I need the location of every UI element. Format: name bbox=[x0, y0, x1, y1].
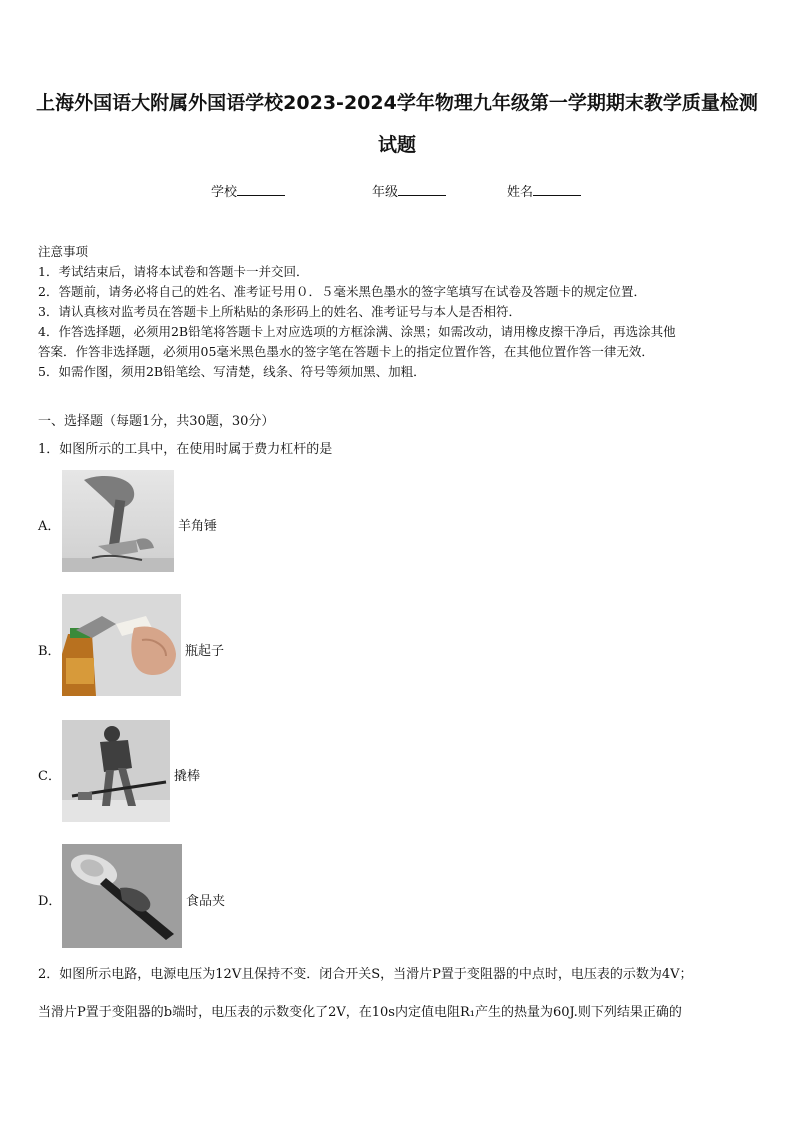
exam-title-line1: 上海外国语大附属外国语学校2023-2024学年物理九年级第一学期期末教学质量检测 bbox=[36, 92, 758, 114]
option-a-label: 羊角锤 bbox=[178, 519, 218, 534]
grade-field[interactable] bbox=[372, 181, 446, 200]
name-field[interactable] bbox=[507, 181, 581, 200]
question-2-stem bbox=[38, 956, 760, 1032]
notes-item: 3．请认真核对监考员在答题卡上所粘贴的条形码上的姓名、准考证号与本人是否相符． bbox=[38, 304, 521, 319]
notes-item: 5．如需作图，须用2B铅笔绘、写清楚，线条、符号等须加黑、加粗． bbox=[38, 364, 426, 379]
claw-hammer-image bbox=[62, 470, 174, 572]
option-b-label: 瓶起子 bbox=[185, 644, 225, 659]
crowbar-image bbox=[62, 720, 170, 822]
school-field[interactable] bbox=[211, 181, 285, 200]
notes-item: 1．考试结束后，请将本试卷和答题卡一并交回． bbox=[38, 264, 309, 279]
notes-heading: 注意事项 bbox=[38, 244, 89, 259]
food-tongs-image bbox=[62, 844, 182, 948]
name-label: 姓名 bbox=[507, 185, 534, 200]
notes-item: 4．作答选择题，必须用2B铅笔将答题卡上对应选项的方框涂满、涂黑；如需改动，请用橡皮擦干净后，再选涂其他 bbox=[38, 324, 676, 339]
grade-label: 年级 bbox=[372, 185, 399, 200]
exam-notes bbox=[38, 242, 760, 382]
option-c-letter[interactable]: C． bbox=[38, 769, 61, 784]
name-blank[interactable] bbox=[533, 183, 581, 196]
option-b-letter[interactable]: B． bbox=[38, 644, 61, 659]
school-label: 学校 bbox=[211, 185, 238, 200]
bottle-opener-image bbox=[62, 594, 181, 696]
grade-blank[interactable] bbox=[398, 183, 446, 196]
notes-item: 2．答题前，请务必将自己的姓名、准考证号用０．５毫米黑色墨水的签字笔填写在试卷及答题卡的规定位置． bbox=[38, 284, 646, 299]
exam-title-line2: 试题 bbox=[377, 134, 416, 156]
section-heading: 一、选择题（每题1分，共30题，30分） bbox=[38, 414, 275, 429]
option-d-letter[interactable]: D． bbox=[38, 894, 62, 909]
question-2-line2: 当滑片P置于变阻器的b端时，电压表的示数变化了2V，在10s内定值电阻R₁产生的热量为60J.则下列结果正确的 bbox=[38, 1005, 682, 1020]
question-1-stem: 1．如图所示的工具中，在使用时属于费力杠杆的是 bbox=[38, 442, 333, 457]
school-blank[interactable] bbox=[237, 183, 285, 196]
question-2-line1: 2．如图所示电路，电源电压为12V且保持不变．闭合开关S，当滑片P置于变阻器的中点时，电压表的示数为4V； bbox=[38, 967, 693, 982]
option-c-label: 撬棒 bbox=[174, 769, 201, 784]
option-d-label: 食品夹 bbox=[186, 894, 226, 909]
notes-item: 答案．作答非选择题，必须用05毫米黑色墨水的签字笔在答题卡上的指定位置作答，在其他位置作答一律无效． bbox=[38, 344, 654, 359]
option-a-letter[interactable]: A． bbox=[38, 519, 61, 534]
